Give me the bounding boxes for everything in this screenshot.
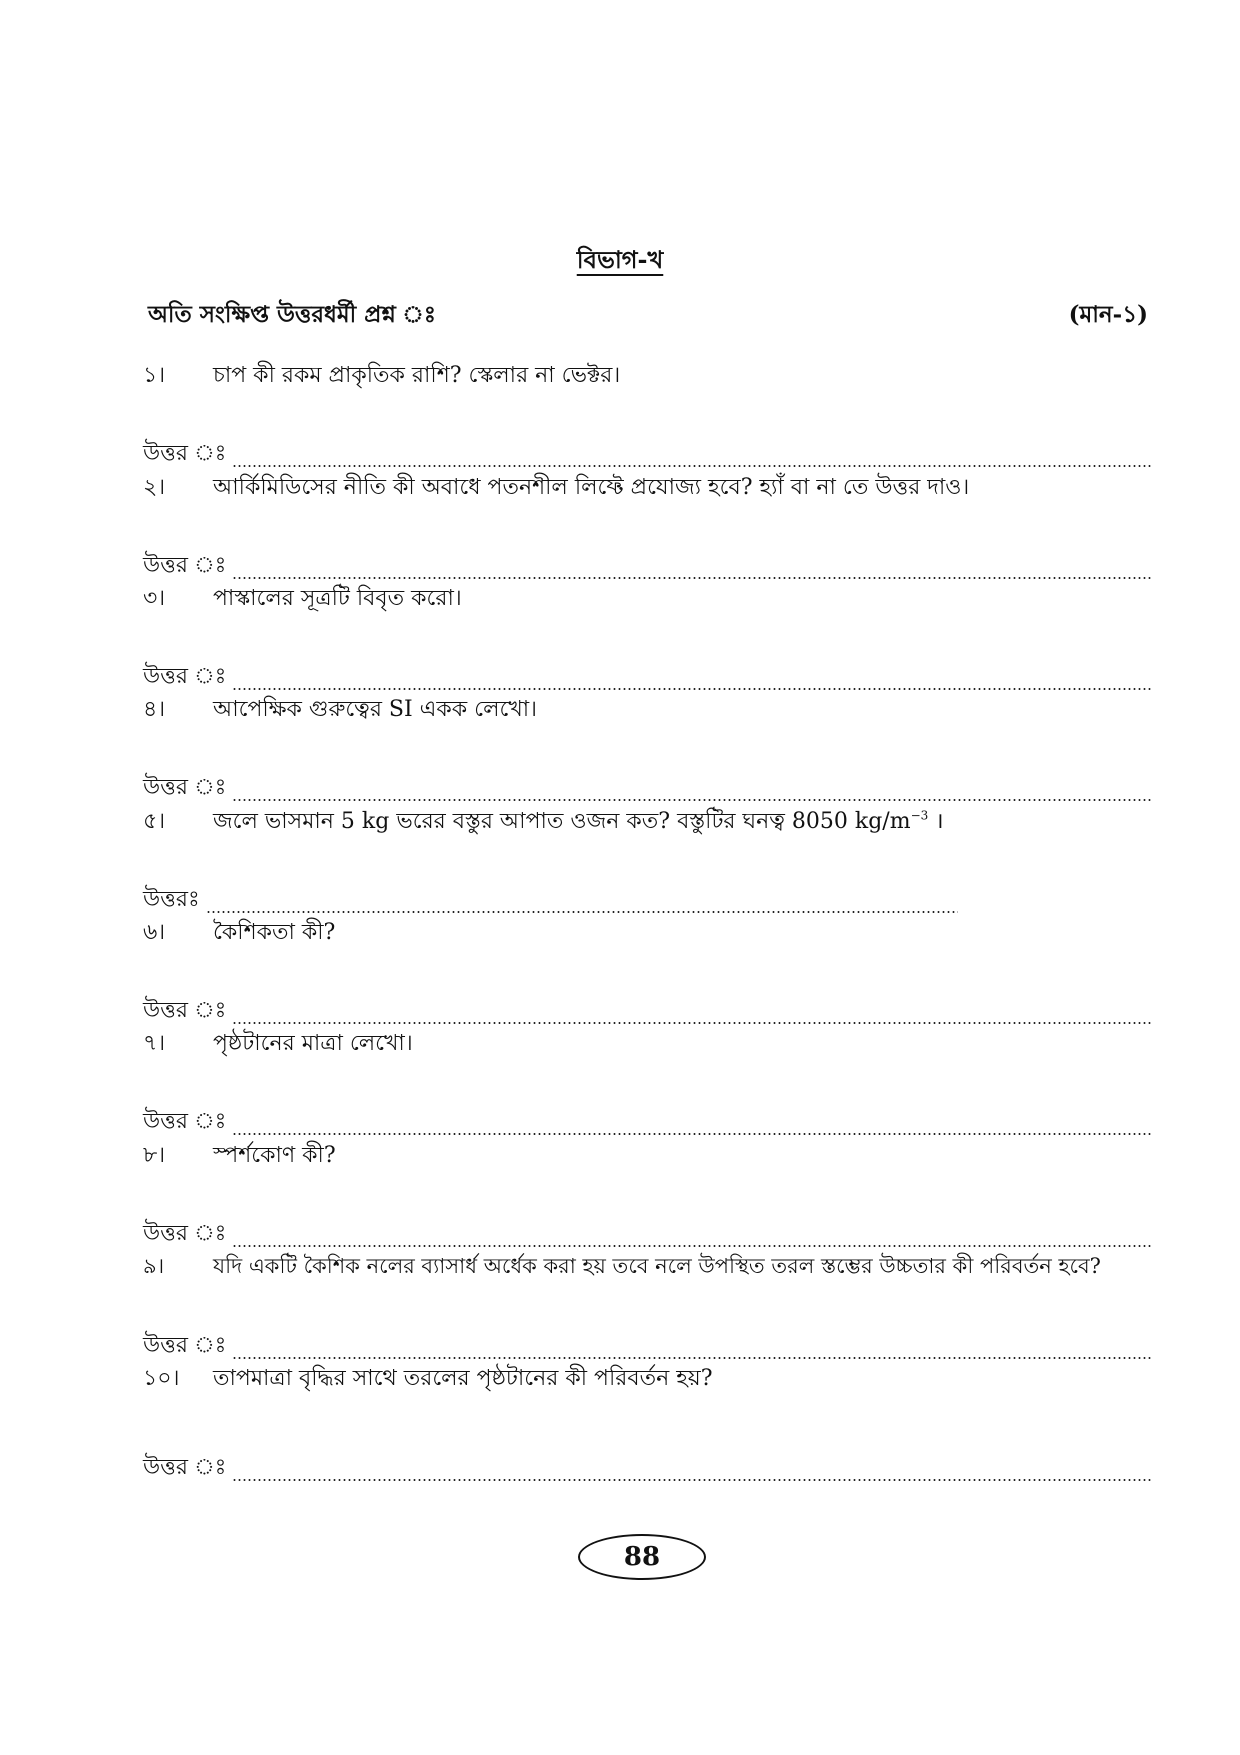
answer-line-4[interactable] <box>143 770 1153 807</box>
answer-line-5[interactable] <box>143 882 958 919</box>
question-7 <box>143 1026 1153 1063</box>
answer-dots <box>232 1245 1153 1247</box>
question-10 <box>143 1361 1153 1398</box>
answer-line-1[interactable] <box>143 436 1153 473</box>
section-heading: অতি সংক্ষিপ্ত উত্তরধর্মী প্রশ্ন ঃ <box>148 301 437 328</box>
answer-label: উত্তর ঃ <box>143 441 227 466</box>
answer-dots <box>232 1357 1153 1359</box>
question-text-end: । <box>928 809 944 834</box>
question-number: ৯। <box>143 1254 165 1278</box>
question-text: পৃষ্ঠটানের মাত্রা লেখো। <box>213 1031 413 1056</box>
question-text: পাস্কালের সূত্রটি বিবৃত করো। <box>213 586 462 611</box>
answer-label: উত্তর ঃ <box>143 998 227 1023</box>
question-number: ২। <box>143 475 166 500</box>
answer-label: উত্তর ঃ <box>143 1109 227 1134</box>
question-1 <box>143 358 1153 395</box>
answer-line-6[interactable] <box>143 993 1153 1030</box>
page-number-text: 88 <box>623 1542 661 1572</box>
question-number: ৪। <box>143 697 166 722</box>
answer-label: উত্তর ঃ <box>143 1221 227 1246</box>
answer-dots <box>232 1479 1153 1481</box>
question-number: ৩। <box>143 586 166 611</box>
question-text: চাপ কী রকম প্রাকৃতিক রাশি? স্কেলার না ভেক্টর। <box>213 363 621 388</box>
question-text: কৈশিকতা কী? <box>213 920 336 945</box>
question-4 <box>143 692 1153 729</box>
section-header <box>148 296 1148 335</box>
section-title <box>0 242 1240 282</box>
answer-dots <box>232 577 1153 579</box>
page-number <box>578 1534 706 1580</box>
question-number: ১০। <box>143 1366 180 1391</box>
answer-dots <box>232 1022 1153 1024</box>
answer-line-10[interactable] <box>143 1450 1153 1487</box>
question-number: ১। <box>143 363 166 388</box>
question-text: আর্কিমিডিসের নীতি কী অবাধে পতনশীল লিফ্টে প্রযোজ্য হবে? হ্যাঁ বা না তে উত্তর দাও। <box>213 475 970 500</box>
section-title-text: বিভাগ-খ <box>576 245 664 274</box>
question-number: ৭। <box>143 1031 166 1056</box>
question-5 <box>143 804 1153 841</box>
answer-dots <box>232 688 1153 690</box>
question-2 <box>143 470 1153 507</box>
answer-line-3[interactable] <box>143 659 1153 696</box>
answer-label: উত্তরঃ <box>143 887 200 912</box>
question-text <box>213 804 944 841</box>
answer-line-8[interactable] <box>143 1216 1153 1253</box>
answer-dots <box>206 911 958 913</box>
answer-dots <box>232 1133 1153 1135</box>
question-9 <box>143 1250 1153 1285</box>
question-text: স্পর্শকোণ কী? <box>213 1143 336 1168</box>
answer-label: উত্তর ঃ <box>143 664 227 689</box>
question-8 <box>143 1138 1153 1175</box>
question-text-superscript: −3 <box>910 808 929 823</box>
question-number: ৫। <box>143 809 166 834</box>
question-3 <box>143 581 1153 618</box>
question-text: যদি একটি কৈশিক নলের ব্যাসার্ধ অর্ধেক করা হয় তবে নলে উপস্থিত তরল স্তম্ভের উচ্চতার কী পরিবর্তন হবে? <box>213 1254 1101 1278</box>
answer-line-7[interactable] <box>143 1104 1153 1141</box>
answer-label: উত্তর ঃ <box>143 553 227 578</box>
question-6 <box>143 915 1153 952</box>
answer-dots <box>232 465 1153 467</box>
question-text: আপেক্ষিক গুরুত্বের SI একক লেখো। <box>213 697 538 722</box>
question-text-main: জলে ভাসমান 5 kg ভরের বস্তুর আপাত ওজন কত? বস্তুটির ঘনত্ব 8050 kg/m <box>213 809 911 834</box>
section-marks: (মান-১) <box>1068 301 1148 328</box>
question-number: ৬। <box>143 920 166 945</box>
answer-label: উত্তর ঃ <box>143 1455 227 1480</box>
question-text: তাপমাত্রা বৃদ্ধির সাথে তরলের পৃষ্ঠটানের কী পরিবর্তন হয়? <box>213 1366 713 1391</box>
answer-line-2[interactable] <box>143 548 1153 585</box>
question-number: ৮। <box>143 1143 166 1168</box>
answer-dots <box>232 799 1153 801</box>
answer-label: উত্তর ঃ <box>143 775 227 800</box>
answer-line-9[interactable] <box>143 1328 1153 1365</box>
answer-label: উত্তর ঃ <box>143 1333 227 1358</box>
